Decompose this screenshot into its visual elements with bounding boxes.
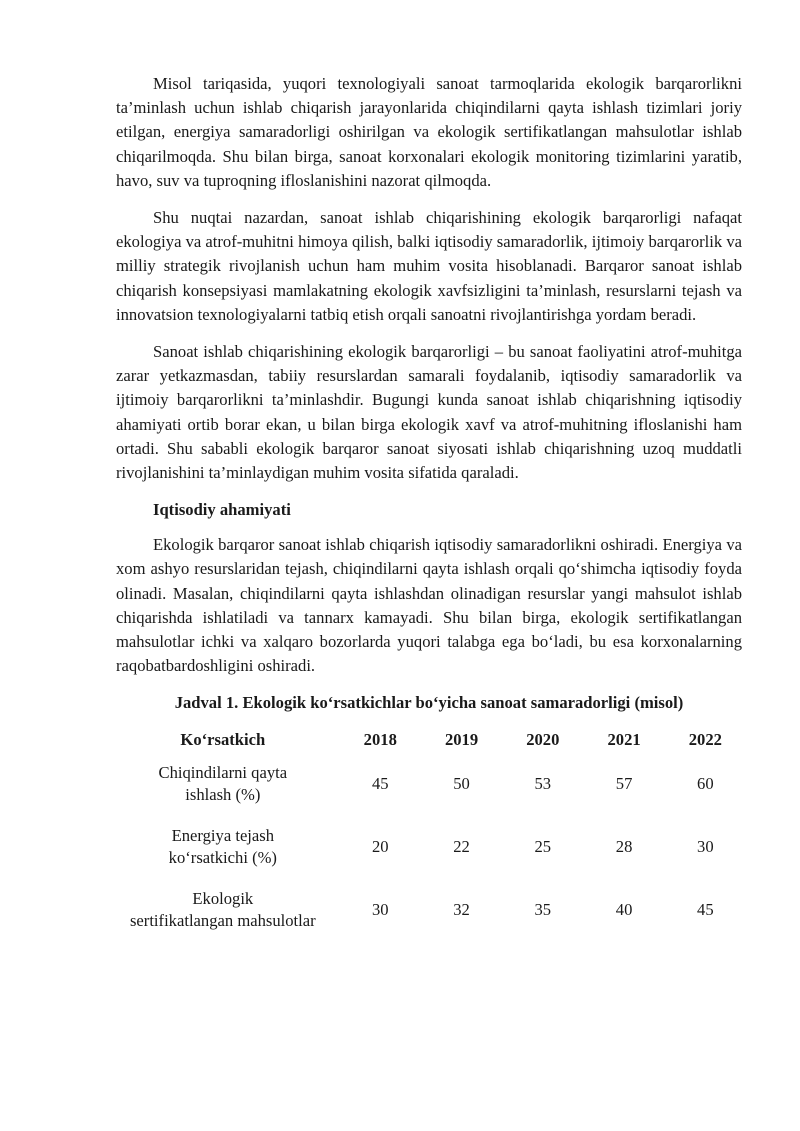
header-cell: Ko‘rsatkich (180, 730, 266, 750)
paragraph: Misol tariqasida, yuqori texnologiyali sanoat tarmoqlarida ekologik barqarorlikni ta’minlash uchun ishlab chiqarish jarayonlarida chiqindilarni qayta ishlash tizimlari joriy etilgan, energiya samaradorligi oshirilgan va ekologik sertifikatlangan mahsulotlar ishlab chiqarilmoqda. Shu bilan birga, sanoat korxonalari ekologik monitoring tizimlarini yaratib, havo, suv va tuproqning ifloslanishini nazorat qilmoqda. (116, 74, 742, 190)
row-label-cell (106, 888, 340, 951)
document-page (116, 72, 742, 951)
value-cell: 28 (615, 837, 633, 857)
value-cell: 50 (453, 774, 470, 794)
value-cell: 57 (615, 774, 633, 794)
table-row (106, 825, 746, 888)
row-label-line: Chiqindilarni qayta (158, 762, 288, 782)
row-label-cell (106, 825, 340, 888)
row-label-line: Ekologik (192, 888, 254, 908)
header-cell: 2020 (526, 730, 560, 750)
value-cell: 32 (453, 900, 470, 920)
paragraph: Ekologik barqaror sanoat ishlab chiqarish iqtisodiy samaradorlikni oshiradi. Energiya va xom ashyo resurslaridan tejash, chiqindilarni qayta ishlash orqali qo‘shimcha iqtisodiy foyda olinadi. Masalan, chiqindilarni qayta ishlashdan olinadigan resurslar yangi mahsulot ishlab chiqarishda ishlatiladi va tannarx kamayadi. Shu bilan birga, ekologik sertifikatlangan mahsulotlar ichki va xalqaro bozorlarda yuqori talabga ega bo‘ladi, bu esa korxonalarning raqobatbardoshligini oshiradi. (116, 535, 742, 676)
table-row (106, 762, 746, 825)
table-header-row (106, 729, 746, 762)
header-cell: 2019 (444, 730, 479, 750)
value-cell: 45 (371, 774, 389, 794)
row-label-line: Energiya tejash (171, 825, 275, 845)
header-cell: 2021 (607, 730, 641, 750)
value-cell: 40 (615, 900, 633, 920)
value-cell: 30 (371, 900, 389, 920)
indicator-table (106, 729, 746, 951)
header-cell: 2018 (363, 730, 397, 750)
value-cell: 53 (534, 774, 552, 794)
value-cell: 22 (453, 837, 470, 857)
row-label-cell (106, 762, 340, 825)
value-cell: 30 (697, 837, 714, 857)
value-cell: 25 (534, 837, 552, 857)
paragraph: Shu nuqtai nazardan, sanoat ishlab chiqarishining ekologik barqarorligi nafaqat ekologiya va atrof-muhitni himoya qilish, balki iqtisodiy samaradorlik, ijtimoiy barqarorlik va milliy strategik rivojlanish uchun ham muhim vosita hisoblanadi. Barqaror sanoat ishlab chiqarish konsepsiyasi mamlakatning ekologik xavfsizligini ta’minlash, resurslarni tejash va innovatsion texnologiyalarni tatbiq etish orqali sanoatni rivojlantirishga yordam beradi. (116, 208, 742, 324)
row-label-line: sertifikatlangan mahsulotlar (129, 911, 316, 931)
row-label-line: ishlash (%) (185, 785, 261, 805)
value-cell: 35 (534, 900, 552, 920)
value-cell: 60 (697, 774, 714, 794)
paragraph: Sanoat ishlab chiqarishining ekologik barqarorligi – bu sanoat faoliyatini atrof-muhitga zarar yetkazmasdan, tabiiy resurslardan samarali foydalanib, iqtisodiy samaradorlik va ijtimoiy barqarorlikni ta’minlashdir. Bugungi kunda sanoat ishlab chiqarishning iqtisodiy ahamiyati ortib borar ekan, u bilan birga ekologik xavf va atrof-muhitning ifloslanishi ham ortadi. Shu sababli ekologik barqaror sanoat siyosati ishlab chiqarishning uzoq muddatli rivojlanishini ta’minlaydigan muhim vosita sifatida qaraladi. (116, 342, 742, 483)
value-cell: 20 (371, 837, 389, 857)
section-heading: Iqtisodiy ahamiyati (153, 500, 291, 520)
row-label-line: ko‘rsatkichi (%) (168, 848, 277, 868)
table-row (106, 888, 746, 951)
table-caption: Jadval 1. Ekologik ko‘rsatkichlar bo‘yicha sanoat samaradorligi (misol) (174, 693, 684, 713)
header-cell: 2022 (688, 730, 722, 750)
value-cell: 45 (697, 900, 714, 920)
